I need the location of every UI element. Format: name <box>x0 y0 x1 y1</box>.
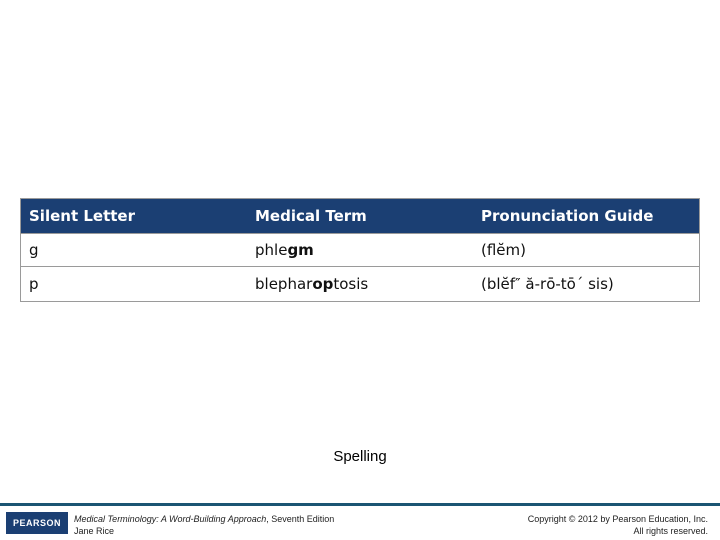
footer-copyright <box>528 513 708 537</box>
table-row <box>21 266 699 301</box>
table-row <box>21 233 699 266</box>
header-silent-letter: Silent Letter <box>21 199 247 233</box>
footer-book-info <box>74 513 334 537</box>
medical-term-cell <box>247 233 473 266</box>
spelling-table <box>20 198 700 302</box>
term-emphasis: op <box>312 274 334 293</box>
book-author: Jane Rice <box>74 526 115 536</box>
pronunciation-cell: (flĕm) <box>473 233 699 266</box>
book-edition: , Seventh Edition <box>266 514 335 524</box>
term-part: phle <box>255 240 288 259</box>
medical-term-cell <box>247 266 473 301</box>
rights-text: All rights reserved. <box>633 526 708 536</box>
header-pronunciation-guide: Pronunciation Guide <box>473 199 699 233</box>
footer-title-line <box>74 513 334 525</box>
silent-letter-cell: p <box>21 266 247 301</box>
slide-caption: Spelling <box>333 448 387 465</box>
copyright-text: Copyright © 2012 by Pearson Education, Inc. <box>527 514 708 524</box>
term-part: blephar <box>255 274 313 293</box>
pronunciation-cell: (blĕf″ ă-rō-tō´ sis) <box>473 266 699 301</box>
silent-letter-cell: g <box>21 233 247 266</box>
book-title: Medical Terminology: A Word-Building Approach <box>74 514 267 524</box>
pearson-logo: PEARSON <box>6 512 68 534</box>
footer-divider <box>0 503 720 506</box>
term-emphasis: gm <box>287 240 314 259</box>
term-part: tosis <box>333 274 369 293</box>
header-medical-term: Medical Term <box>247 199 473 233</box>
table-header-row <box>21 199 699 233</box>
